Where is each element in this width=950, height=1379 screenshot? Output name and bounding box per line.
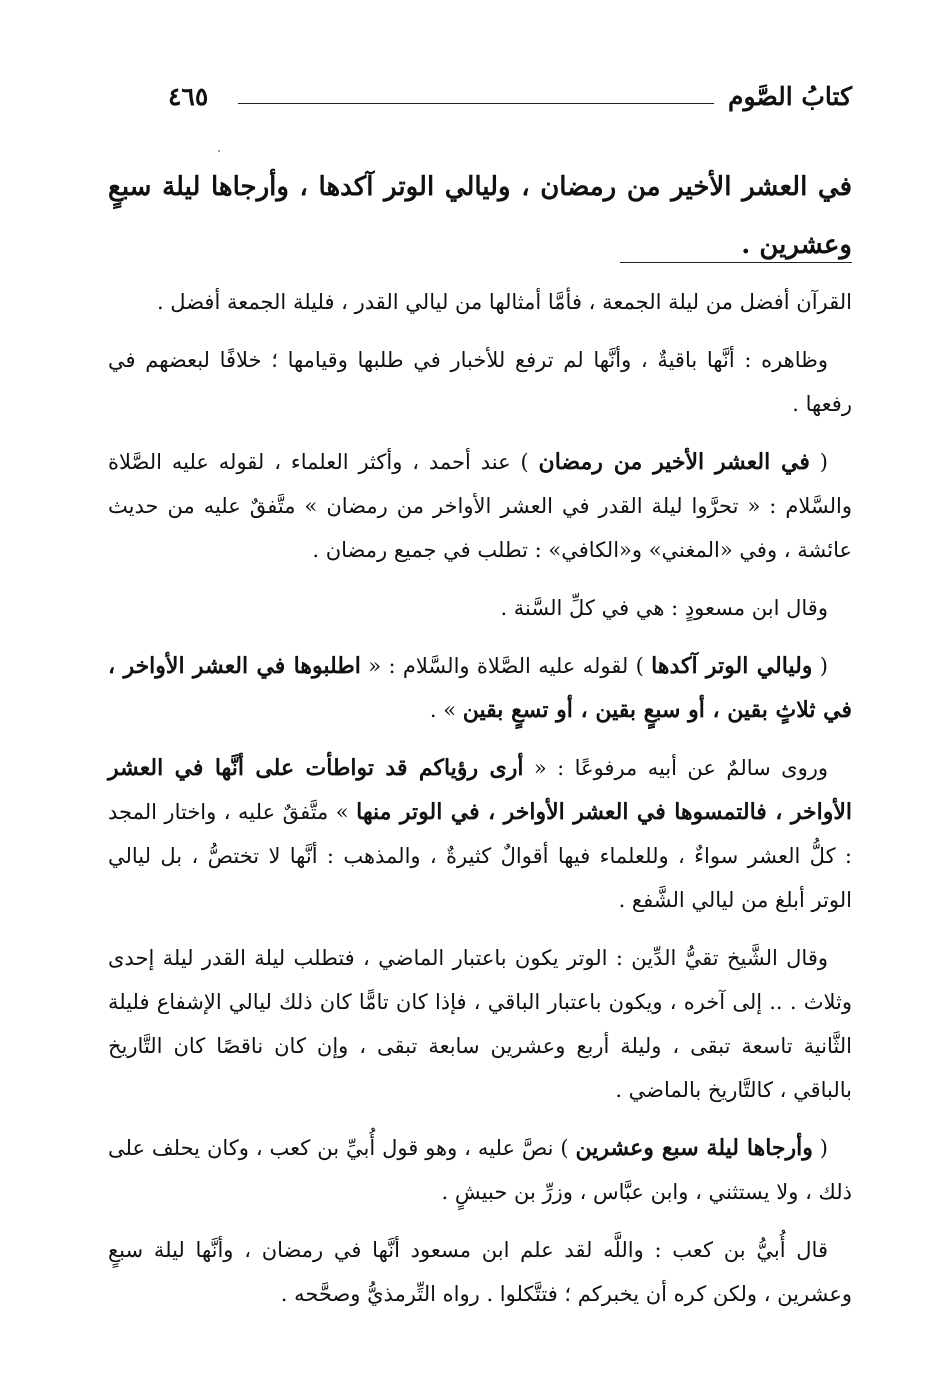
paragraph-text: القرآن أفضل من ليلة الجمعة ، فأمَّا أمثالها من ليالي القدر ، فليلة الجمعة أفضل . [156,290,852,314]
paragraph-text: قال أُبيُّ بن كعب : واللَّه لقد علم ابن مسعود أنَّها في رمضان ، وأنَّها ليلة سبعٍ وعشرين ، ولكن كره أن يخبركم ؛ فتتَّكلوا . رواه التِّرمذيُّ وصحَّحه . [108,1238,852,1306]
paragraph [108,440,852,572]
paragraph-text: وروى سالمٌ عن أبيه مرفوعًا : « [523,756,828,780]
hadith-quote: اطلبوها في العشر الأواخر ، في ثلاثٍ بقين ، أو سبعٍ بقين ، أو تسعٍ بقين [108,653,852,723]
commentary-body [108,280,852,1330]
paragraph [108,936,852,1112]
page-number: ٤٦٥ [168,82,209,111]
paragraph-text: وقال ابن مسعودٍ : هي في كلِّ السَّنة . [500,596,828,620]
paragraph-text: وقال الشَّيخ تقيُّ الدِّين : الوتر يكون باعتبار الماضي ، فتطلب ليلة القدر ليلة إحدى وثلاث . .. إلى آخره ، ويكون باعتبار الباقي ، فإذا كان تامًّا كان ذلك ليالي الإشفاع فليلة الثَّانية تاسعة تبقى ، وليلة أربع وعشرين سابعة تبقى ، وإن كان ناقصًا كان التَّاريخ بالباقي ، كالتَّاريخ بالماضي . [108,946,852,1102]
paragraph-text: » . [429,698,463,722]
chapter-title: كتابُ الصَّوم [728,82,852,111]
print-speck [218,150,220,152]
paragraph-text: وظاهره : أنَّها باقيةٌ ، وأنَّها لم ترفع للأخبار في طلبها وقيامها ؛ خلافًا لبعضهم في رفعها . [108,348,852,416]
paragraph [108,338,852,426]
header-rule [238,103,714,104]
paragraph [108,280,852,324]
quoted-matn: وأرجاها ليلة سبع وعشرين [575,1135,813,1161]
quoted-matn: في العشر الأخير من رمضان [538,449,810,475]
paragraph [108,586,852,630]
paragraph-text: ( [809,450,828,474]
quoted-matn: وليالي الوتر آكدها [651,653,813,679]
paragraph [108,644,852,732]
paragraph-text: ) لقوله عليه الصَّلاة والسَّلام : « [360,654,652,678]
paragraph [108,746,852,922]
page-header [120,82,852,126]
matn-separator-rule [620,262,852,263]
paragraph [108,1126,852,1214]
paragraph-text: ) عند أحمد ، وأكثر العلماء ، لقوله عليه الصَّلاة والسَّلام : « تحرَّوا ليلة القدر في العشر الأواخر من رمضان » متَّفقٌ عليه من حديث عائشة ، وفي «المغني» و«الكافي» : تطلب في جميع رمضان . [108,450,852,562]
paragraph-text: » متَّفقٌ عليه ، واختار المجد : كلُّ العشر سواءٌ ، وللعلماء فيها أقوالٌ كثيرةٌ ، والمذهب : أنَّها لا تختصُّ ، بل ليالي الوتر أبلغ من ليالي الشَّفع . [108,800,852,912]
paragraph-text: ) نصَّ عليه ، وهو قول أُبيِّ بن كعب ، وكان يحلف على ذلك ، ولا يستثني ، وابن عبَّاس ، وزرِّ بن حبيشٍ . [108,1136,852,1204]
paragraph-text: ( [812,1136,828,1160]
paragraph [108,1228,852,1316]
matn-text: في العشر الأخير من رمضان ، وليالي الوتر آكدها ، وأرجاها ليلة سبعٍ وعشرين . [108,172,852,260]
paragraph-text: ( [812,654,828,678]
hadith-quote: أرى رؤياكم قد تواطأت على أنَّها في العشر الأواخر ، فالتمسوها في العشر الأواخر ، في الوتر منها [108,755,852,825]
